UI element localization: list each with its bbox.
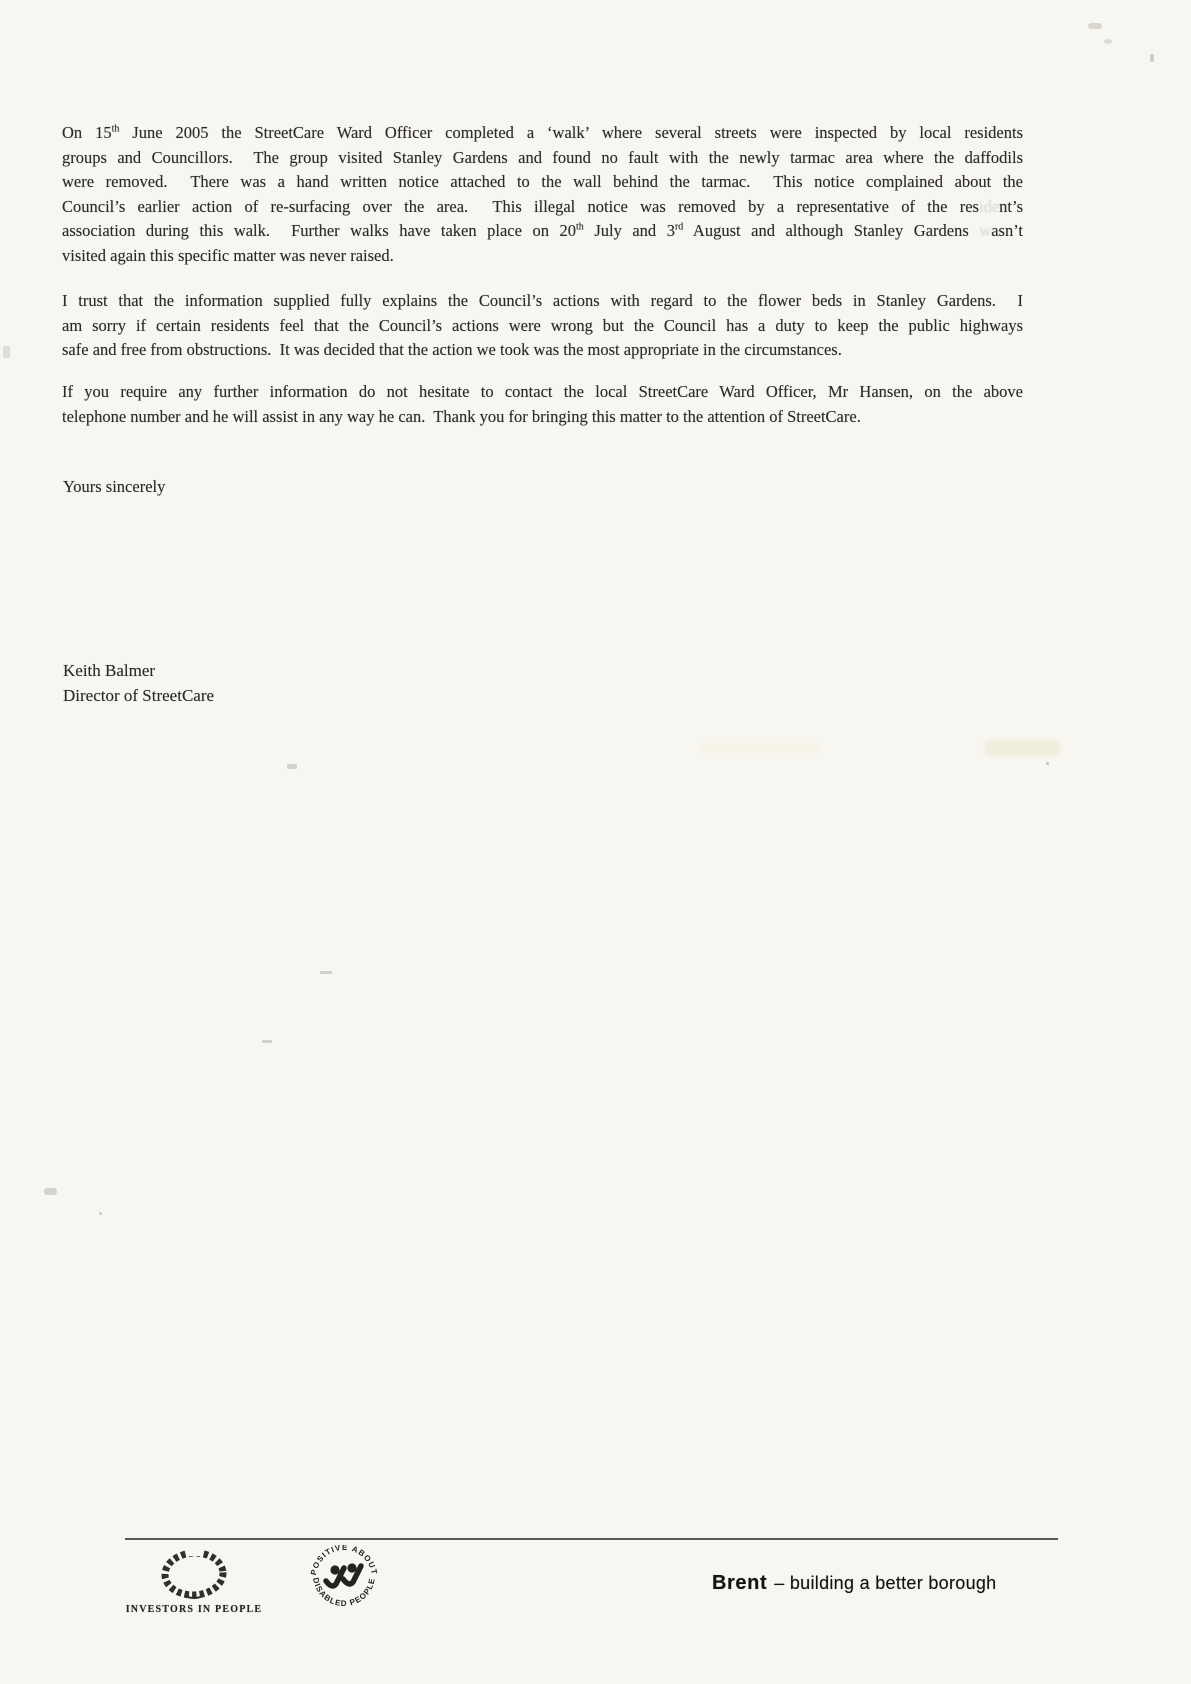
- paragraph-line: On 15th June 2005 the StreetCare Ward Officer completed a ‘walk’ where several streets were inspected by local residents: [62, 123, 1023, 142]
- paragraph-line: am sorry if certain residents feel that the Council’s actions were wrong but the Council has a duty to keep the public highways: [62, 315, 1023, 335]
- brent-wordmark: [712, 1572, 997, 1595]
- investors-in-people-logo: [118, 1549, 270, 1615]
- positive-about-disabled-people-logo: [299, 1545, 389, 1614]
- scan-artifact: [3, 346, 10, 358]
- footer-divider-line: [125, 1538, 1058, 1540]
- laurel-wreath-icon: [155, 1549, 233, 1601]
- paragraph-line: visited again this specific matter was never raised.: [62, 245, 394, 265]
- badge-top-text: POSITIVE ABOUT: [309, 1545, 379, 1576]
- brent-tagline: – building a better borough: [774, 1573, 997, 1593]
- paragraph: [62, 121, 1023, 268]
- scan-smudge: [985, 740, 1060, 756]
- paragraph-line: safe and free from obstructions. It was decided that the action we took was the most appropriate in the circumstances.: [62, 340, 842, 359]
- scan-artifact: [1150, 54, 1154, 62]
- paragraph-line: were removed. There was a hand written notice attached to the wall behind the tarmac. This notice complained about the: [62, 172, 1023, 191]
- scan-artifact: [320, 971, 332, 974]
- scan-artifact: [1104, 39, 1112, 44]
- paragraph: [62, 380, 1023, 429]
- paragraph-line: I trust that the information supplied fully explains the Council’s actions with regard to the flower beds in Stanley Gardens. I: [62, 291, 1023, 310]
- scan-artifact: [287, 764, 297, 769]
- paragraph-line: groups and Councillors. The group visited Stanley Gardens and found no fault with the newly tarmac area where the daffodils: [62, 147, 1023, 167]
- signatory-name: Keith Balmer: [63, 661, 156, 680]
- paragraph-line: association during this walk. Further walks have taken place on 20th July and 3rd August and although Stanley Gardens wasn’t: [62, 221, 1023, 240]
- scan-artifact: [44, 1188, 57, 1195]
- paragraph-line: Council’s earlier action of re-surfacing over the area. This illegal notice was removed by a representative of the resident’s: [62, 196, 1023, 216]
- iip-label: INVESTORS IN PEOPLE: [125, 1604, 263, 1615]
- scan-smudge: [700, 744, 820, 752]
- scan-artifact: [262, 1040, 272, 1043]
- paragraph-line: telephone number and he will assist in any way he can. Thank you for bringing this matter to the attention of StreetCare.: [62, 406, 861, 426]
- signature-block: [63, 659, 214, 708]
- scan-artifact: [1088, 23, 1102, 29]
- badge-bottom-text: DISABLED PEOPLE: [311, 1576, 377, 1609]
- brent-name: Brent: [712, 1572, 768, 1594]
- paragraph-line: If you require any further information do not hesitate to contact the local StreetCare Ward Officer, Mr Hansen, on the above: [62, 382, 1023, 401]
- scan-artifact: [1046, 762, 1049, 765]
- two-ticks-badge-icon: [299, 1545, 389, 1609]
- closing-salutation: Yours sincerely: [63, 477, 166, 496]
- scan-artifact: [99, 1212, 102, 1215]
- signatory-title: Director of StreetCare: [63, 685, 215, 705]
- paragraph: [62, 289, 1023, 363]
